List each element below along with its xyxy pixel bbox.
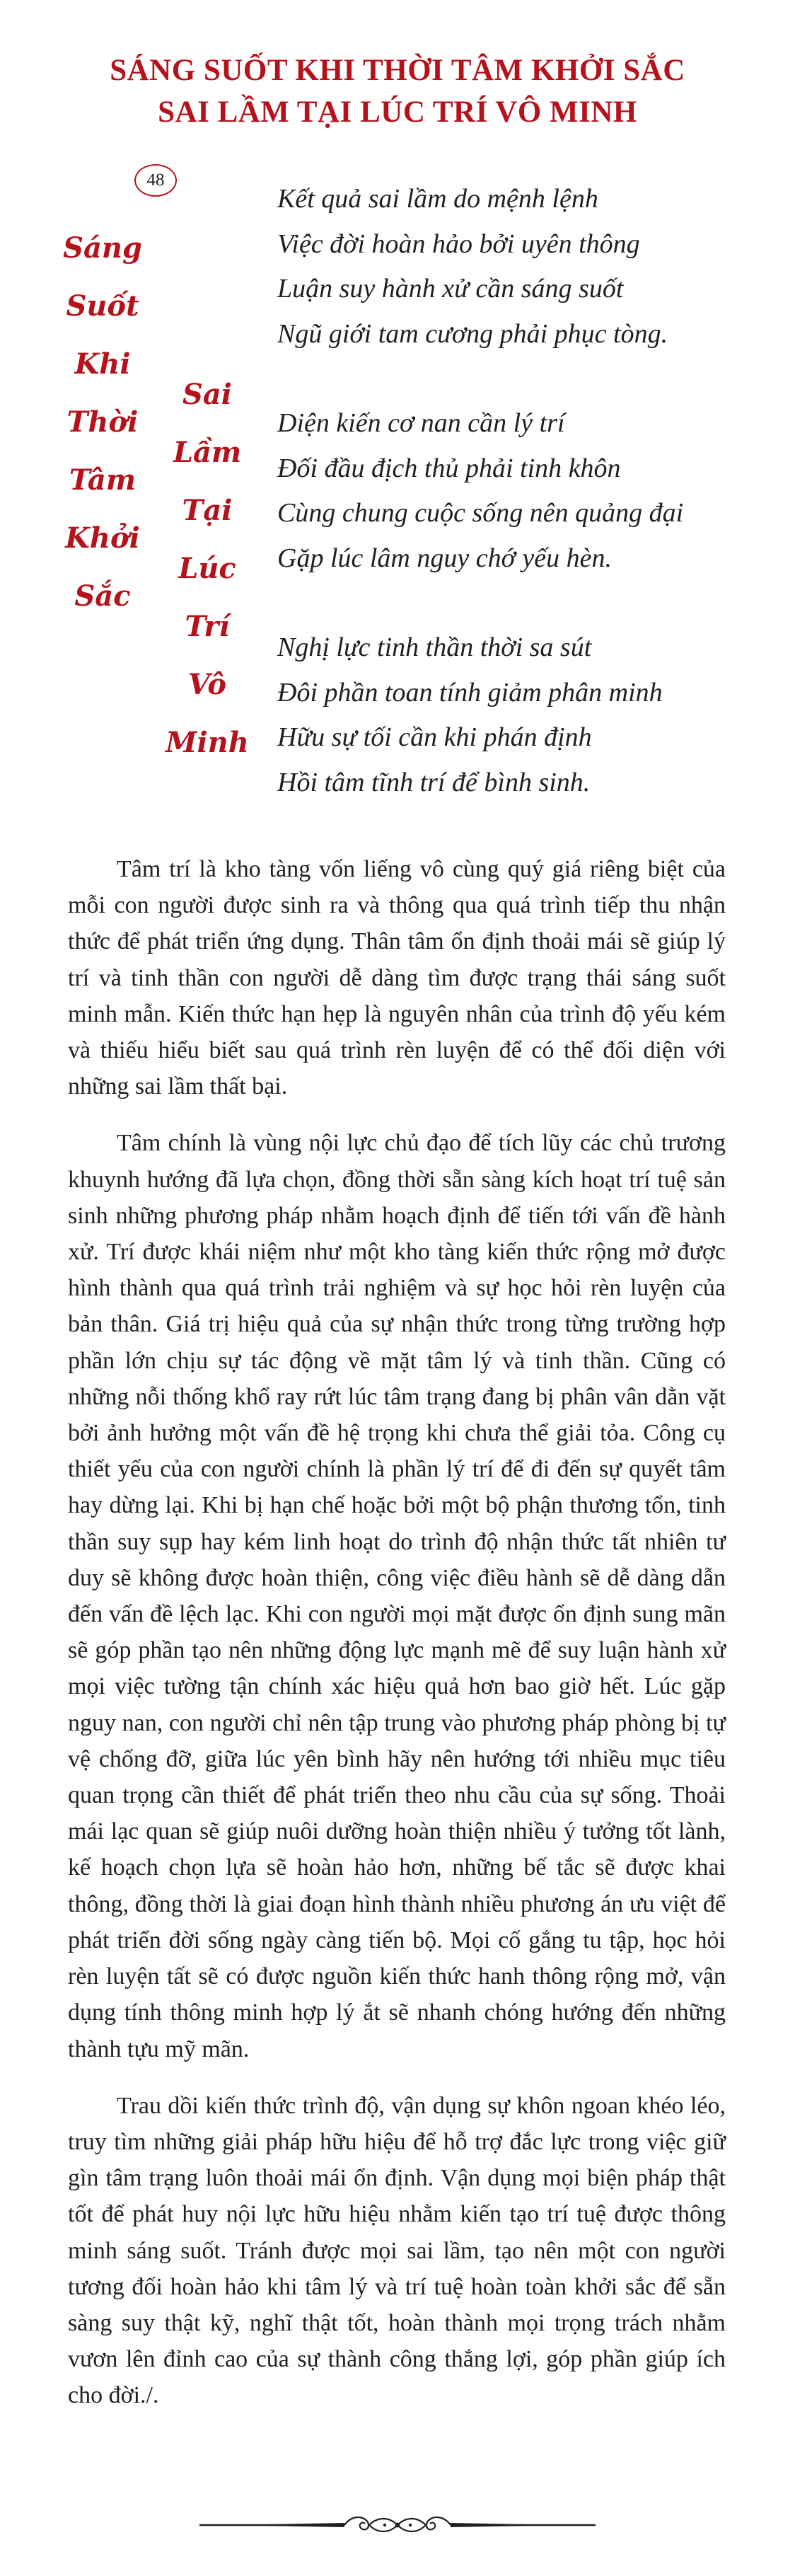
poem-line: Đôi phần toan tính giảm phân minh: [277, 677, 663, 707]
poem-line: Việc đời hoàn hảo bởi uyên thông: [277, 229, 640, 259]
calligraphy-word: Thời: [66, 405, 139, 439]
poem-line: Cùng chung cuộc sống nên quảng đại: [277, 498, 684, 528]
poem-stanza: [277, 625, 683, 805]
poem: [277, 177, 683, 805]
page-number-badge: 48: [134, 164, 177, 197]
calligraphy-word: Lầm: [173, 436, 242, 469]
poem-line: Kết quả sai lầm do mệnh lệnh: [277, 184, 598, 214]
body-paragraph: Tâm trí là kho tàng vốn liếng vô cùng quý giá riêng biệt của mỗi con người được sinh ra và thông qua quá trình tiếp thu nhận thức để phát triển ứng dụng. Thân tâm ổn định thoải mái sẽ giúp lý trí và tinh thần con người dễ dàng tìm được trạng thái sáng suốt minh mẫn. Kiến thức hạn hẹp là nguyên nhân của trình độ yếu kém và thiếu hiểu biết sau quá trình rèn luyện để có thể đối diện với những sai lầm thất bại.: [68, 856, 726, 1100]
calligraphy-word: Lúc: [178, 552, 236, 585]
body-text: [68, 851, 726, 2435]
poem-line: Ngũ giới tam cương phải phục tòng.: [277, 318, 668, 349]
calligraphy-word: Suốt: [66, 289, 139, 323]
calligraphy-word: Sáng: [63, 231, 142, 265]
calligraphy-word: Minh: [166, 726, 249, 759]
calligraphy-word: Khi: [74, 347, 131, 381]
poem-line: Luận suy hành xử cần sáng suốt: [277, 274, 624, 304]
body-paragraph: Trau dồi kiến thức trình độ, vận dụng sự khôn ngoan khéo léo, truy tìm những giải pháp hữu hiệu để hỗ trợ đắc lực trong việc giữ gìn tâm trạng luôn thoải mái ổn định. Vận dụng mọi biện pháp thật tốt để phát huy nội lực hữu hiệu nhằm kiến tạo trí tuệ được thông minh sáng suốt. Tránh được mọi sai lầm, tạo nên một con người tương đối hoàn hảo khi tâm lý và trí tuệ hoàn toàn khởi sắc để sẵn sàng suy thật kỹ, nghĩ thật tốt, hoàn thành mọi trọng trách nhằm vươn lên đỉnh cao của sự thành công thắng lợi, góp phần giúp ích cho đời./.: [68, 2092, 726, 2409]
poem-stanza: [277, 177, 683, 357]
title-line-1: SÁNG SUỐT KHI THỜI TÂM KHỞI SẮC: [110, 54, 685, 87]
poem-line: Gặp lúc lâm nguy chớ yếu hèn.: [277, 543, 612, 573]
calligraphy-word: Sắc: [74, 579, 131, 613]
calligraphy-word: Tâm: [69, 463, 137, 497]
body-paragraph: Tâm chính là vùng nội lực chủ đạo để tích lũy các chủ trương khuynh hướng đã lựa chọn, đồng thời sẵn sàng kích hoạt trí tuệ sản sinh những phương pháp nhằm hoạch định để tiến tới vấn đề hành xử. Trí được khái niệm như một kho tàng kiến thức rộng mở được hình thành qua quá trình trải nghiệm và sự học hỏi rèn luyện của bản thân. Giá trị hiệu quả của sự nhận thức trong từng trường hợp phần lớn chịu sự tác động về mặt tâm lý và tinh thần. Cũng có những nỗi thống khổ ray rứt lúc tâm trạng đang bị phân vân dằn vặt bởi ảnh hưởng một vấn đề hệ trọng khi chưa thể giải tỏa. Công cụ thiết yếu của con người chính là phần lý trí để đi đến sự quyết tâm hay dừng lại. Khi bị hạn chế hoặc bởi một bộ phận thương tổn, tinh thần suy sụp hay kém linh hoạt do trình độ nhận thức tất nhiên tư duy sẽ không được hoàn thiện, công việc điều hành sẽ dễ dàng dẫn đến vấn đề lệch lạc. Khi con người mọi mặt được ổn định sung mãn sẽ góp phần tạo nên những động lực mạnh mẽ để suy luận hành xử mọi việc tường tận chính xác hiệu quả hơn bao giờ hết. Lúc gặp nguy nan, con người chỉ nên tập trung vào phương pháp phòng bị tự vệ chống đỡ, giữa lúc yên bình hãy nên hướng tới nhiều mục tiêu quan trọng cần thiết để phát triển theo nhu cầu của sự sống. Thoải mái lạc quan sẽ giúp nuôi dưỡng hoàn thiện nhiều ý tưởng tốt lành, kế hoạch chọn lựa sẽ hoàn hảo hơn, những bế tắc sẽ được khai thông, đồng thời là giai đoạn hình thành nhiều phương án ưu việt để phát triển đời sống ngày càng tiến bộ. Mọi cố gắng tu tập, học hỏi rèn luyện tất sẽ có được nguồn kiến thức hanh thông rộng mở, vận dụng tính thông minh hợp lý ắt sẽ nhanh chóng hướng đến những thành tựu mỹ mãn.: [68, 1130, 726, 2062]
poem-line: Diện kiến cơ nan cần lý trí: [277, 408, 565, 438]
poem-line: Hữu sự tối cần khi phán định: [277, 722, 592, 752]
calligraphy-word: Tại: [182, 494, 233, 527]
calligraphy-word: Trí: [185, 610, 230, 643]
poem-line: Hồi tâm tĩnh trí để bình sinh.: [277, 767, 591, 797]
poem-stanza: [277, 401, 683, 581]
title-line-2: SAI LẦM TẠI LÚC TRÍ VÔ MINH: [158, 96, 637, 129]
poem-line: Nghị lực tinh thần thời sa sút: [277, 633, 592, 662]
ornament-divider: [199, 2511, 596, 2539]
calligraphy-word: Khởi: [65, 521, 140, 555]
poem-line: Đối đầu địch thủ phải tinh khôn: [277, 453, 621, 483]
calligraphy-word: Sai: [182, 378, 232, 411]
calligraphy-word: Vô: [187, 668, 227, 701]
